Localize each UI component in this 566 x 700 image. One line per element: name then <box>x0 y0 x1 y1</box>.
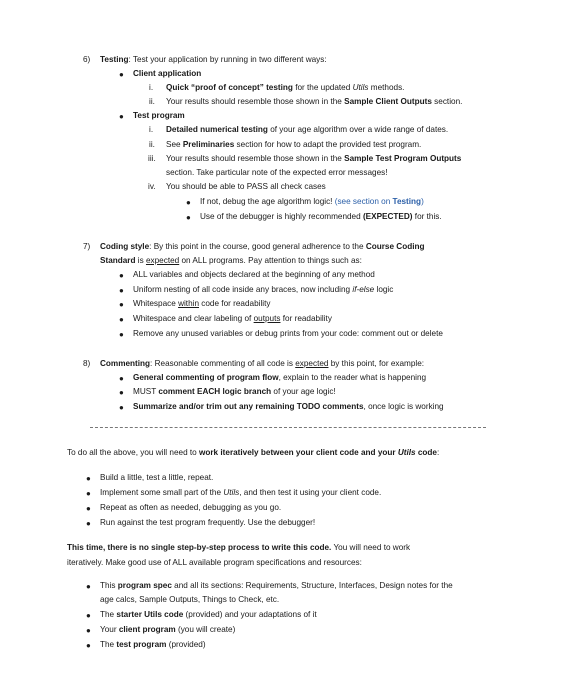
test-item-1: Detailed numerical testing of your age algorithm over a wide range of dates. <box>166 125 449 134</box>
bullet-icon: ● <box>119 271 124 280</box>
bullet-icon: ● <box>86 504 91 513</box>
section-number: 8) <box>83 359 91 368</box>
bullet-icon: ● <box>119 286 124 295</box>
style-item-4: Whitespace and clear labeling of outputs for readability <box>133 314 332 323</box>
bullet-icon: ● <box>86 489 91 498</box>
comment-item-3: Summarize and/or trim out any remaining TODO comments, once logic is working <box>133 402 444 411</box>
section-8-intro: Commenting: Reasonable commenting of all code is expected by this point, for example: <box>100 359 425 368</box>
comment-item-2: MUST comment EACH logic branch of your age logic! <box>133 387 336 396</box>
roman-numeral: i. <box>149 125 154 134</box>
bullet-icon: ● <box>119 403 124 412</box>
client-item-2: Your results should resemble those shown in the Sample Client Outputs section. <box>166 97 463 106</box>
bullet-icon: ● <box>119 330 124 339</box>
roman-numeral: ii. <box>149 140 155 149</box>
test-item-3: Your results should resemble those shown in the Sample Test Program Outputs <box>166 154 462 163</box>
section-number: 7) <box>83 242 91 251</box>
resource-item-4: The test program (provided) <box>100 640 206 649</box>
test-heading: Test program <box>133 111 185 120</box>
section-number: 6) <box>83 55 91 64</box>
debug-item-2: Use of the debugger is highly recommended (EXPECTED) for this. <box>200 212 442 221</box>
bullet-icon: ● <box>119 315 124 324</box>
section-7-intro: Coding style: By this point in the course, good general adherence to the Course Coding <box>100 242 425 251</box>
style-item-2: Uniform nesting of all code inside any braces, now including if-else logic <box>133 285 394 294</box>
roman-numeral: iii. <box>148 154 156 163</box>
resource-item-2: The starter Utils code (provided) and your adaptations of it <box>100 610 317 619</box>
bullet-icon: ● <box>86 641 91 650</box>
roman-numeral: i. <box>149 83 154 92</box>
work-item-1: Build a little, test a little, repeat. <box>100 473 214 482</box>
work-intro: To do all the above, you will need to work iteratively between your client code and your Utils code: <box>67 448 440 457</box>
bullet-icon: ● <box>119 388 124 397</box>
bullet-icon: ● <box>119 70 124 79</box>
resource-item-1-cont: age calcs, Sample Outputs, Things to Check, etc. <box>100 595 280 604</box>
client-item-1: Quick “proof of concept” testing for the updated Utils methods. <box>166 83 405 92</box>
test-item-4: You should be able to PASS all check cases <box>166 182 326 191</box>
client-heading: Client application <box>133 69 202 78</box>
test-item-2: See Preliminaries section for how to adapt the provided test program. <box>166 140 422 149</box>
bullet-icon: ● <box>119 300 124 309</box>
style-item-5: Remove any unused variables or debug prints from your code: comment out or delete <box>133 329 443 338</box>
resource-item-1: This program spec and all its sections: Requirements, Structure, Interfaces, Design notes for the <box>100 581 453 590</box>
resource-item-3: Your client program (you will create) <box>100 625 236 634</box>
debug-item-1: If not, debug the age algorithm logic! (see section on Testing) <box>200 197 424 206</box>
bullet-icon: ● <box>119 112 124 121</box>
bullet-icon: ● <box>86 611 91 620</box>
bullet-icon: ● <box>186 198 191 207</box>
roman-numeral: ii. <box>149 97 155 106</box>
bullet-icon: ● <box>86 474 91 483</box>
roman-numeral: iv. <box>148 182 156 191</box>
bullet-icon: ● <box>186 213 191 222</box>
comment-item-1: General commenting of program flow, explain to the reader what is happening <box>133 373 427 382</box>
bullet-icon: ● <box>86 582 91 591</box>
section-6-intro: Testing: Test your application by running in two different ways: <box>100 55 327 64</box>
style-item-1: ALL variables and objects declared at the beginning of any method <box>133 270 375 279</box>
test-item-3-cont: section. Take particular note of the expected error messages! <box>166 168 388 177</box>
work-item-3: Repeat as often as needed, debugging as you go. <box>100 503 282 512</box>
bullet-icon: ● <box>119 374 124 383</box>
final-intro: This time, there is no single step-by-step process to write this code. You will need to work <box>67 543 411 552</box>
final-intro-cont: iteratively. Make good use of ALL available program specifications and resources: <box>67 558 362 567</box>
work-item-2: Implement some small part of the Utils, and then test it using your client code. <box>100 488 382 497</box>
style-item-3: Whitespace within code for readability <box>133 299 271 308</box>
work-item-4: Run against the test program frequently. Use the debugger! <box>100 518 316 527</box>
bullet-icon: ● <box>86 519 91 528</box>
section-7-intro-cont: Standard is expected on ALL programs. Pay attention to things such as: <box>100 256 362 265</box>
bullet-icon: ● <box>86 626 91 635</box>
dashed-divider <box>90 427 486 428</box>
